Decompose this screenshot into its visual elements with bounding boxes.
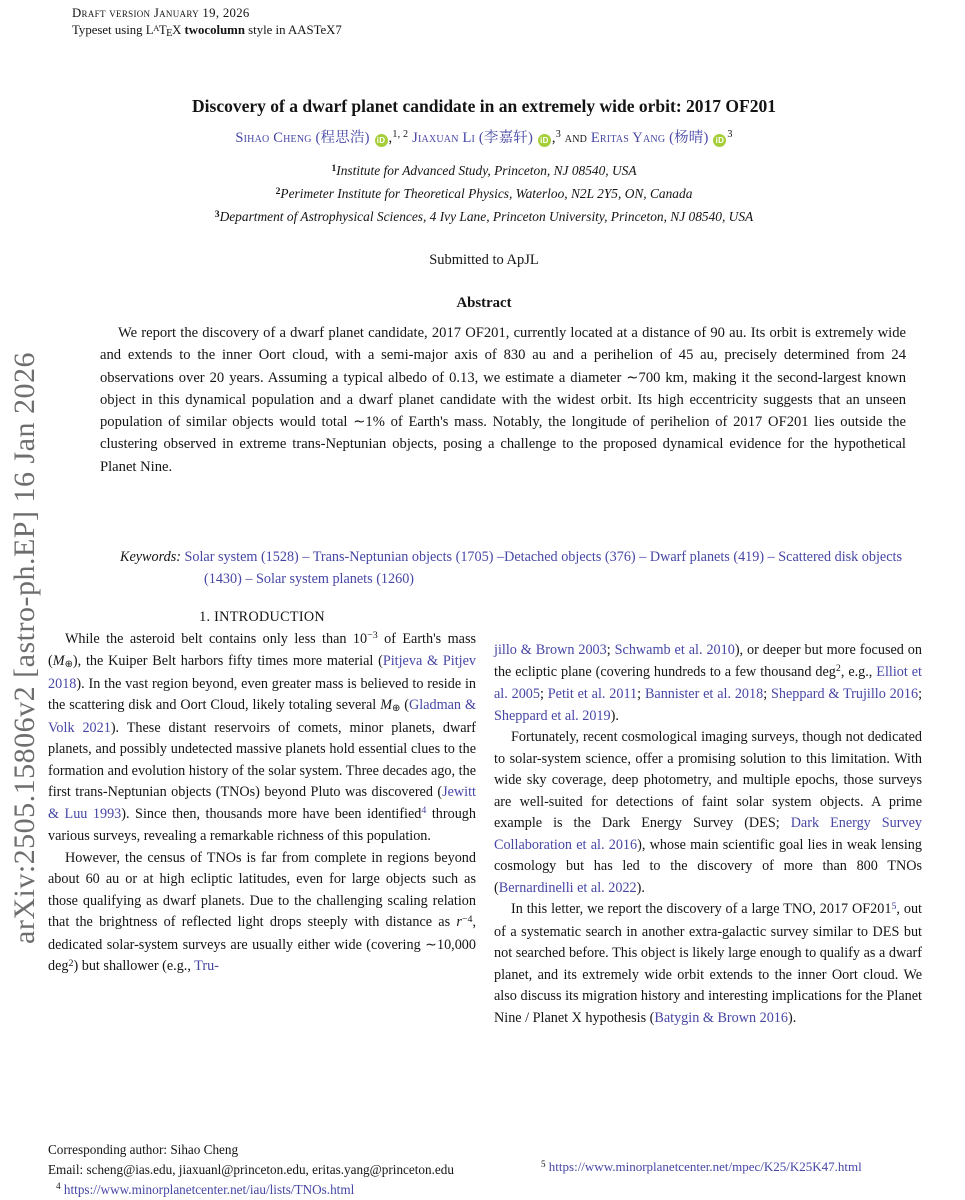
text-segment: 2 <box>68 957 74 969</box>
inline-link[interactable]: https://www.minorplanetcenter.net/mpec/K25/K25K47.html <box>548 1159 862 1174</box>
draft-header <box>72 5 342 40</box>
text-segment: While the asteroid belt contains only less than 10 <box>65 630 368 647</box>
inline-link[interactable]: Sheppard et al. 2019 <box>494 707 611 724</box>
inline-link[interactable]: https://www.minorplanetcenter.net/iau/lists/TNOs.html <box>63 1181 355 1197</box>
text-segment: Eritas Yang (杨晴) <box>590 130 713 146</box>
affiliation-number: 3 <box>214 209 220 221</box>
orcid-icon[interactable]: iD <box>713 134 726 147</box>
author-list <box>48 126 920 147</box>
orcid-icon[interactable]: iD <box>375 134 388 147</box>
text-segment: E <box>166 28 173 40</box>
inline-link[interactable]: Bernardinelli et al. 2022 <box>498 879 637 896</box>
text-segment: r <box>456 914 462 930</box>
inline-link[interactable]: Elliot et al. 2005 <box>494 663 922 702</box>
keywords-block <box>120 546 930 590</box>
text-segment: ). These distant reservoirs of comets, minor planets, dwarf planets, and possibly undetected massive planets hold essential clues to the formation and evolution history of the solar system. Three decades ago, the first trans-Neptunian objects (TNOs) beyond Pluto was discovered ( <box>48 719 476 800</box>
text-segment: , <box>388 130 393 146</box>
affiliation-text: Institute for Advanced Study, Princeton, NJ 08540, USA <box>336 163 637 178</box>
arxiv-watermark: arXiv:2505.15806v2 [astro-ph.EP] 16 Jan 2026 <box>8 352 41 944</box>
text-segment: M <box>380 697 393 713</box>
two-column-body <box>48 607 922 1029</box>
text-segment: ). Since then, thousands more have been identified <box>121 805 422 822</box>
text-segment: Fortunately, recent cosmological imaging surveys, though not dedicated to solar-system science, offer a promising solution to this limitation. With wide sky coverage, deep photometry, and multiple epochs, those surveys are well-suited for detections of faint solar system objects. A prime example is the Dark Energy Survey (DES; <box>494 729 922 831</box>
text-segment: 3 <box>727 129 733 141</box>
affiliation-text: Department of Astrophysical Sciences, 4 Ivy Lane, Princeton University, Princeton, NJ 08540, USA <box>219 209 754 224</box>
text-segment: In this letter, we report the discovery of a large TNO, 2017 OF201 <box>511 901 892 917</box>
text-segment: ). <box>788 1009 797 1026</box>
text-segment: ), the Kuiper Belt harbors fifty times more material ( <box>72 653 383 669</box>
email-line: Email: scheng@ias.edu, jiaxuanl@princeton.edu, eritas.yang@princeton.edu <box>48 1161 454 1177</box>
text-segment: Typeset using L <box>72 23 154 37</box>
inline-link[interactable]: jillo & Brown 2003 <box>494 642 607 658</box>
text-segment: 5 <box>541 1158 546 1169</box>
paper-title: Discovery of a dwarf planet candidate in an extremely wide orbit: 2017 OF201 <box>192 96 776 116</box>
text-segment: −4 <box>461 913 473 925</box>
affiliation-number: 2 <box>275 186 281 198</box>
text-segment: 1, 2 <box>392 129 409 141</box>
inline-link[interactable]: Pitjeva & Pitjev 2018 <box>48 653 476 692</box>
intro-paragraph-1 <box>48 629 476 848</box>
inline-link[interactable]: Dark Energy Survey Collaboration et al. 2016 <box>494 815 922 853</box>
keywords-links[interactable]: Solar system (1528) – Trans-Neptunian objects (1705) –Detached objects (376) – Dwarf planets (419) – Scattered disk objects (1430) – Solar system planets (1260) <box>184 549 902 587</box>
text-segment: style in AASTeX7 <box>244 23 342 37</box>
submitted-note: Submitted to ApJL <box>429 252 539 268</box>
text-segment: ) but shallower (e.g., <box>73 958 195 974</box>
text-segment: , e.g., <box>840 663 877 680</box>
text-segment: X <box>172 23 185 37</box>
text-segment: 3 <box>555 129 561 141</box>
text-segment: 2 <box>835 663 841 675</box>
text-segment: twocolumn <box>184 23 245 37</box>
text-segment: ), or deeper but more focused on the ecliptic plane (covering hundreds to a few thousand deg <box>494 642 922 680</box>
text-segment: ⊕ <box>392 703 401 715</box>
intro-paragraph-2-continued <box>494 640 922 727</box>
text-segment: ( <box>400 697 410 713</box>
text-segment: −3 <box>367 630 378 642</box>
intro-paragraph-3 <box>494 727 922 899</box>
inline-link[interactable]: 5 <box>891 900 897 912</box>
section-heading-introduction: 1. INTRODUCTION <box>199 609 325 625</box>
text-segment: , dedicated solar-system surveys are usually either wide (covering ∼10,000 deg <box>48 914 476 974</box>
affiliation-list <box>48 160 920 229</box>
intro-paragraph-2 <box>48 848 476 979</box>
inline-link[interactable]: Batygin & Brown 2016 <box>654 1009 788 1026</box>
text-segment: ), whose main scientific goal lies in weak lensing cosmology but has led to the discovery of more than 800 TNOs ( <box>494 836 922 896</box>
intro-paragraph-4 <box>494 899 922 1029</box>
text-segment: Jiaxuan Li (李嘉轩) <box>412 130 537 146</box>
inline-link[interactable]: Gladman & Volk 2021 <box>48 697 476 736</box>
abstract-text: We report the discovery of a dwarf planet candidate, 2017 OF201, currently located at a distance of 90 au. Its orbit is extremely wide and extends to the inner Oort cloud, with a semi-major axis of 830 au and a perihelion of 45 au, precisely determined from 24 observations over 20 years. Assuming a typical albedo of 0.13, we estimate a diameter ∼700 km, making it the second-largest known object in this dynamical population and a dwarf planet candidate with the widest orbit. Its high eccentricity suggests that an unseen population of similar objects would total ∼1% of Earth's mass. Notably, the longitude of perihelion of 2017 OF201 lies outside the clustering observed in extreme trans-Neptunian objects, posing a challenge to the proposed dynamical evidence for the hypothetical Planet Nine. <box>100 325 906 475</box>
text-segment: , <box>551 130 556 146</box>
text-segment: ; <box>606 642 615 658</box>
text-segment: However, the census of TNOs is far from complete in regions beyond about 60 au or at high ecliptic latitudes, even for large objects such as those qualifying as dwarf planets. Due to the challenging scaling relation that the brightness of reflected light drops steeply with distance as <box>48 849 476 930</box>
inline-link[interactable]: Petit et al. 2011 <box>547 686 638 702</box>
inline-link[interactable]: Sheppard & Trujillo 2016 <box>770 686 919 702</box>
footnote-5 <box>541 1157 965 1178</box>
text-segment: , out of a systematic search in another extra-galactic survey similar to DES but not searched before. This object is likely large enough to qualify as a dwarf planet, and its extremely wide orbit extends to the inner Oort cloud. We also discuss its migration history and interesting implications for the Planet Nine / Planet X hypothesis ( <box>494 901 922 1026</box>
text-segment: M <box>52 653 65 669</box>
text-segment: Sihao Cheng (程思浩) <box>235 130 374 146</box>
text-segment: ⊕ <box>64 659 73 671</box>
text-segment: ). In the vast region beyond, even greater mass is believed to reside in the scattering disk and Oort Cloud, likely totaling several <box>48 675 476 713</box>
abstract-heading: Abstract <box>456 295 512 311</box>
affiliation-2 <box>48 183 920 206</box>
text-segment: ; <box>637 686 645 702</box>
text-segment: of Earth's mass ( <box>48 630 476 669</box>
text-segment: and <box>560 130 591 146</box>
footnote-4 <box>48 1180 538 1200</box>
text-segment: ; <box>763 686 771 702</box>
text-segment: A <box>153 23 160 34</box>
affiliation-text: Perimeter Institute for Theoretical Physics, Waterloo, N2L 2Y5, ON, Canada <box>280 186 693 201</box>
keywords-label: Keywords: <box>120 549 181 565</box>
typeset-line <box>72 22 342 40</box>
inline-link[interactable]: Jewitt & Luu 1993 <box>48 784 476 822</box>
text-segment: ; <box>918 686 923 702</box>
inline-link[interactable]: Tru- <box>194 958 219 974</box>
inline-link[interactable]: 4 <box>421 805 427 817</box>
right-column <box>494 607 922 1029</box>
text-segment: T <box>158 23 167 37</box>
left-column <box>48 607 476 1029</box>
affiliation-number: 1 <box>331 163 337 175</box>
text-segment: ). <box>610 707 619 724</box>
draft-version-line: Draft version January 19, 2026 <box>72 6 250 20</box>
text-segment: 4 <box>56 1181 61 1192</box>
inline-link[interactable]: Bannister et al. 2018 <box>644 686 764 702</box>
corresponding-author-line: Corresponding author: Sihao Cheng <box>48 1142 239 1157</box>
orcid-icon[interactable]: iD <box>538 134 551 147</box>
text-segment: through various surveys, revealing a remarkable richness of this population. <box>48 805 476 844</box>
affiliation-1 <box>48 160 920 183</box>
footer-block <box>48 1140 538 1200</box>
inline-link[interactable]: Schwamb et al. 2010 <box>614 642 735 658</box>
affiliation-3 <box>48 206 920 229</box>
text-segment: ; <box>540 686 548 702</box>
text-segment: ). <box>636 879 645 896</box>
